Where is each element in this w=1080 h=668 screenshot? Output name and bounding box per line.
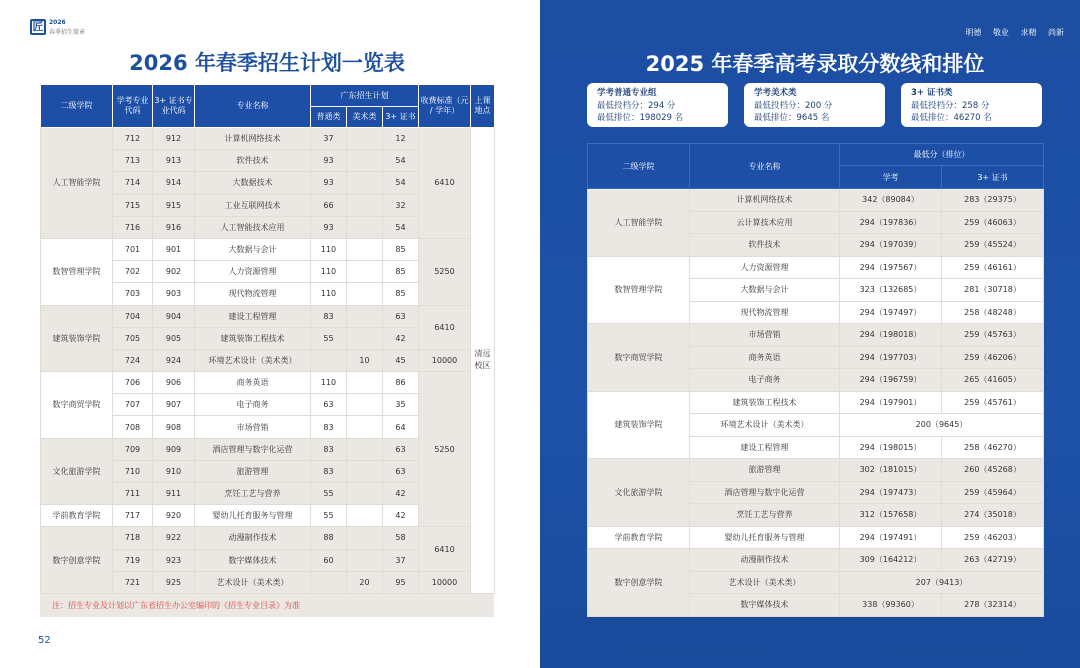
plan-normal-cell: 83	[311, 305, 347, 327]
cert-score-cell: 259（45761）	[942, 391, 1044, 414]
plan-cert-cell: 85	[383, 261, 419, 283]
col-plan-normal: 普通类	[311, 107, 347, 128]
xk-score-cell: 338（99360）	[840, 594, 942, 617]
college-cell: 文化旅游学院	[588, 459, 690, 527]
cert-score-cell: 259（46206）	[942, 346, 1044, 369]
xk-score-cell: 323（132685）	[840, 279, 942, 302]
major-cell: 现代物流管理	[690, 301, 840, 324]
major-cell: 软件技术	[690, 234, 840, 257]
fee-cell: 5250	[419, 238, 471, 305]
plan-cert-cell: 54	[383, 172, 419, 194]
plan-cert-cell: 58	[383, 527, 419, 549]
motto-item: 敬业	[992, 28, 1009, 37]
table-row	[588, 256, 1044, 279]
motto-item: 明德	[965, 28, 982, 37]
plan-cert-cell: 45	[383, 349, 419, 371]
xk-code-cell: 707	[113, 394, 153, 416]
college-cell: 建筑装饰学院	[41, 305, 113, 372]
plan-art-cell	[347, 128, 383, 150]
col-major: 专业名称	[195, 85, 311, 128]
xk-code-cell: 721	[113, 571, 153, 593]
plan-cert-cell: 63	[383, 438, 419, 460]
cert-code-cell: 913	[153, 150, 195, 172]
cert-code-cell: 914	[153, 172, 195, 194]
fee-cell: 6410	[419, 128, 471, 239]
plan-art-cell	[347, 483, 383, 505]
xk-score-cell: 309（164212）	[840, 549, 942, 572]
plan-art-cell	[347, 327, 383, 349]
cert-score-cell: 259（46161）	[942, 256, 1044, 279]
fee-cell: 10000	[419, 349, 471, 371]
cert-score-cell: 258（46270）	[942, 436, 1044, 459]
plan-art-cell	[347, 549, 383, 571]
xk-code-cell: 717	[113, 505, 153, 527]
table-row	[588, 459, 1044, 482]
xk-code-cell: 710	[113, 460, 153, 482]
major-cell: 环境艺术设计（美术类）	[195, 349, 311, 371]
major-cell: 建设工程管理	[195, 305, 311, 327]
plan-normal-cell: 83	[311, 416, 347, 438]
plan-cert-cell: 63	[383, 460, 419, 482]
cert-code-cell: 908	[153, 416, 195, 438]
col-college: 二级学院	[588, 144, 690, 189]
col-xk-code: 学考专业代码	[113, 85, 153, 128]
plan-art-cell	[347, 216, 383, 238]
col-xk: 学考	[840, 166, 942, 189]
plan-normal-cell: 83	[311, 460, 347, 482]
plan-art-cell	[347, 416, 383, 438]
xk-score-cell: 294（197567）	[840, 256, 942, 279]
plan-cert-cell: 35	[383, 394, 419, 416]
xk-score-cell: 302（181015）	[840, 459, 942, 482]
table-row	[588, 549, 1044, 572]
college-cell: 建筑装饰学院	[588, 391, 690, 459]
plan-normal-cell: 83	[311, 438, 347, 460]
cert-score-cell: 265（41605）	[942, 369, 1044, 392]
col-min-score: 最低分（排位）	[840, 144, 1044, 166]
plan-art-cell	[347, 194, 383, 216]
merged-score-cell: 200（9645）	[840, 414, 1044, 437]
major-cell: 建设工程管理	[690, 436, 840, 459]
motto-item: 尚新	[1048, 28, 1064, 37]
plan-normal-cell: 55	[311, 483, 347, 505]
col-cert-code: 3+ 证书专业代码	[153, 85, 195, 128]
major-cell: 人力资源管理	[195, 261, 311, 283]
cert-score-cell: 281（30718）	[942, 279, 1044, 302]
summary-score: 最低投档分：294 分	[597, 100, 676, 111]
plan-cert-cell: 42	[383, 483, 419, 505]
cert-code-cell: 920	[153, 505, 195, 527]
college-cell: 数字创意学院	[41, 527, 113, 594]
plan-cert-cell: 95	[383, 571, 419, 593]
fee-cell: 5250	[419, 372, 471, 527]
plan-art-cell	[347, 150, 383, 172]
cert-score-cell: 258（48248）	[942, 301, 1044, 324]
summary-box	[744, 83, 885, 127]
major-cell: 旅游管理	[690, 459, 840, 482]
summary-rank: 最低排位：198029 名	[597, 113, 684, 123]
cert-code-cell: 901	[153, 238, 195, 260]
xk-score-cell: 294（197703）	[840, 346, 942, 369]
plan-art-cell	[347, 527, 383, 549]
major-cell: 大数据与会计	[195, 238, 311, 260]
cert-code-cell: 915	[153, 194, 195, 216]
major-cell: 酒店管理与数字化运营	[690, 481, 840, 504]
plan-cert-cell: 37	[383, 549, 419, 571]
cert-score-cell: 259（45964）	[942, 481, 1044, 504]
plan-art-cell	[347, 305, 383, 327]
major-cell: 计算机网络技术	[690, 189, 840, 212]
major-cell: 市场营销	[195, 416, 311, 438]
plan-art-cell	[347, 460, 383, 482]
major-cell: 现代物流管理	[195, 283, 311, 305]
major-cell: 数字媒体技术	[690, 594, 840, 617]
plan-cert-cell: 12	[383, 128, 419, 150]
plan-art-cell	[347, 505, 383, 527]
summary-box	[901, 83, 1042, 127]
footnote: 注：招生专业及计划以广东省招生办公室编印的《招生专业目录》为准	[40, 594, 494, 617]
major-cell: 工业互联网技术	[195, 194, 311, 216]
major-cell: 软件技术	[195, 150, 311, 172]
major-cell: 人工智能技术应用	[195, 216, 311, 238]
xk-code-cell: 702	[113, 261, 153, 283]
xk-code-cell: 718	[113, 527, 153, 549]
brand-subtitle: 春季招生简章	[49, 29, 86, 36]
major-cell: 计算机网络技术	[195, 128, 311, 150]
major-cell: 婴幼儿托育服务与管理	[690, 526, 840, 549]
xk-code-cell: 719	[113, 549, 153, 571]
summary-title: 学考美术类	[754, 88, 797, 98]
cert-score-cell: 283（29375）	[942, 189, 1044, 212]
plan-art-cell: 20	[347, 571, 383, 593]
xk-score-cell: 294（197497）	[840, 301, 942, 324]
plan-cert-cell: 42	[383, 505, 419, 527]
cert-code-cell: 909	[153, 438, 195, 460]
col-college: 二级学院	[41, 85, 113, 128]
cert-code-cell: 922	[153, 527, 195, 549]
enrollment-plan-table	[40, 84, 495, 594]
plan-normal-cell: 110	[311, 261, 347, 283]
cert-code-cell: 924	[153, 349, 195, 371]
cert-code-cell: 905	[153, 327, 195, 349]
plan-normal-cell	[311, 349, 347, 371]
cert-score-cell: 259（46203）	[942, 526, 1044, 549]
merged-score-cell: 207（9413）	[840, 571, 1044, 594]
xk-code-cell: 703	[113, 283, 153, 305]
cert-score-cell: 274（35018）	[942, 504, 1044, 527]
plan-normal-cell: 63	[311, 394, 347, 416]
col-plan-cert: 3+ 证书	[383, 107, 419, 128]
xk-code-cell: 713	[113, 150, 153, 172]
xk-code-cell: 715	[113, 194, 153, 216]
plan-normal-cell: 37	[311, 128, 347, 150]
xk-score-cell: 342（89084）	[840, 189, 942, 212]
plan-art-cell	[347, 172, 383, 194]
table-row	[41, 372, 495, 394]
plan-normal-cell: 110	[311, 238, 347, 260]
table-row	[588, 391, 1044, 414]
col-location: 上课地点	[471, 85, 495, 128]
cert-code-cell: 911	[153, 483, 195, 505]
school-logo-icon: 匠	[30, 19, 46, 35]
plan-art-cell	[347, 261, 383, 283]
xk-code-cell: 709	[113, 438, 153, 460]
cert-code-cell: 910	[153, 460, 195, 482]
xk-code-cell: 724	[113, 349, 153, 371]
college-cell: 人工智能学院	[41, 128, 113, 239]
cert-code-cell: 916	[153, 216, 195, 238]
cert-code-cell: 923	[153, 549, 195, 571]
plan-art-cell	[347, 394, 383, 416]
plan-normal-cell: 93	[311, 150, 347, 172]
major-cell: 云计算技术应用	[690, 211, 840, 234]
major-cell: 建筑装饰工程技术	[195, 327, 311, 349]
plan-cert-cell: 32	[383, 194, 419, 216]
plan-normal-cell: 55	[311, 505, 347, 527]
col-plan-art: 美术类	[347, 107, 383, 128]
xk-score-cell: 294（196759）	[840, 369, 942, 392]
major-cell: 大数据技术	[195, 172, 311, 194]
brand-year: 2026	[49, 19, 66, 26]
table-row	[588, 189, 1044, 212]
col-plan: 广东招生计划	[311, 85, 419, 107]
plan-cert-cell: 86	[383, 372, 419, 394]
college-cell: 数智管理学院	[41, 238, 113, 305]
xk-code-cell: 712	[113, 128, 153, 150]
xk-code-cell: 704	[113, 305, 153, 327]
xk-code-cell: 701	[113, 238, 153, 260]
major-cell: 动漫制作技术	[690, 549, 840, 572]
major-cell: 电子商务	[195, 394, 311, 416]
fee-cell: 10000	[419, 571, 471, 593]
xk-code-cell: 705	[113, 327, 153, 349]
major-cell: 大数据与会计	[690, 279, 840, 302]
major-cell: 艺术设计（美术类）	[195, 571, 311, 593]
major-cell: 旅游管理	[195, 460, 311, 482]
plan-normal-cell: 93	[311, 216, 347, 238]
fee-cell: 6410	[419, 527, 471, 571]
admission-scores-table	[587, 143, 1044, 617]
col-fee: 收费标准（元 / 学年）	[419, 85, 471, 128]
page-title: 2026 年春季招生计划一览表	[129, 51, 405, 75]
table-row	[588, 324, 1044, 347]
plan-art-cell	[347, 238, 383, 260]
xk-score-cell: 294（197039）	[840, 234, 942, 257]
summary-rank: 最低排位：46270 名	[911, 113, 992, 123]
fee-cell: 6410	[419, 305, 471, 349]
plan-cert-cell: 63	[383, 305, 419, 327]
plan-normal-cell: 110	[311, 372, 347, 394]
cert-code-cell: 925	[153, 571, 195, 593]
major-cell: 酒店管理与数字化运营	[195, 438, 311, 460]
college-cell: 人工智能学院	[588, 189, 690, 257]
xk-score-cell: 294（198015）	[840, 436, 942, 459]
table-row	[41, 305, 495, 327]
plan-normal-cell: 55	[311, 327, 347, 349]
xk-score-cell: 294（197836）	[840, 211, 942, 234]
table-row	[41, 128, 495, 150]
major-cell: 人力资源管理	[690, 256, 840, 279]
major-cell: 数字媒体技术	[195, 549, 311, 571]
plan-normal-cell: 110	[311, 283, 347, 305]
col-major: 专业名称	[690, 144, 840, 189]
xk-code-cell: 711	[113, 483, 153, 505]
college-cell: 数字创意学院	[588, 549, 690, 617]
major-cell: 商务英语	[195, 372, 311, 394]
xk-code-cell: 706	[113, 372, 153, 394]
cert-score-cell: 263（42719）	[942, 549, 1044, 572]
plan-normal-cell	[311, 571, 347, 593]
cert-code-cell: 907	[153, 394, 195, 416]
plan-cert-cell: 64	[383, 416, 419, 438]
major-cell: 烹饪工艺与营养	[195, 483, 311, 505]
plan-art-cell	[347, 372, 383, 394]
plan-art-cell	[347, 283, 383, 305]
cert-score-cell: 260（45268）	[942, 459, 1044, 482]
xk-code-cell: 708	[113, 416, 153, 438]
scores-title: 2025 年春季高考录取分数线和排位	[645, 52, 985, 76]
college-cell: 学前教育学院	[588, 526, 690, 549]
major-cell: 建筑装饰工程技术	[690, 391, 840, 414]
cert-score-cell: 259（45763）	[942, 324, 1044, 347]
plan-normal-cell: 93	[311, 172, 347, 194]
page-number: 52	[38, 635, 51, 646]
plan-cert-cell: 42	[383, 327, 419, 349]
major-cell: 烹饪工艺与营养	[690, 504, 840, 527]
college-cell: 学前教育学院	[41, 505, 113, 527]
col-cert: 3+ 证书	[942, 166, 1044, 189]
xk-score-cell: 294（197491）	[840, 526, 942, 549]
major-cell: 动漫制作技术	[195, 527, 311, 549]
summary-score: 最低投档分：258 分	[911, 100, 990, 111]
table-row	[41, 527, 495, 549]
motto-nav	[956, 27, 1064, 38]
cert-code-cell: 904	[153, 305, 195, 327]
xk-code-cell: 716	[113, 216, 153, 238]
plan-normal-cell: 66	[311, 194, 347, 216]
college-cell: 数字商贸学院	[41, 372, 113, 439]
plan-cert-cell: 85	[383, 283, 419, 305]
major-cell: 艺术设计（美术类）	[690, 571, 840, 594]
cert-code-cell: 902	[153, 261, 195, 283]
plan-cert-cell: 54	[383, 216, 419, 238]
table-row	[588, 526, 1044, 549]
xk-code-cell: 714	[113, 172, 153, 194]
summary-title: 学考普通专业组	[597, 88, 657, 98]
plan-art-cell	[347, 438, 383, 460]
cert-code-cell: 906	[153, 372, 195, 394]
college-cell: 文化旅游学院	[41, 438, 113, 505]
motto-item: 求精	[1020, 28, 1037, 37]
summary-score: 最低投档分：200 分	[754, 100, 833, 111]
plan-cert-cell: 54	[383, 150, 419, 172]
xk-score-cell: 312（157658）	[840, 504, 942, 527]
major-cell: 电子商务	[690, 369, 840, 392]
major-cell: 婴幼儿托育服务与管理	[195, 505, 311, 527]
cert-score-cell: 259（46063）	[942, 211, 1044, 234]
cert-score-cell: 278（32314）	[942, 594, 1044, 617]
plan-normal-cell: 60	[311, 549, 347, 571]
cert-score-cell: 259（45524）	[942, 234, 1044, 257]
table-row	[41, 238, 495, 260]
summary-rank: 最低排位：9645 名	[754, 113, 830, 123]
major-cell: 环境艺术设计（美术类）	[690, 414, 840, 437]
xk-score-cell: 294（198018）	[840, 324, 942, 347]
college-cell: 数智管理学院	[588, 256, 690, 324]
major-cell: 市场营销	[690, 324, 840, 347]
major-cell: 商务英语	[690, 346, 840, 369]
summary-title: 3+ 证书类	[911, 88, 953, 98]
xk-score-cell: 294（197901）	[840, 391, 942, 414]
location-cell: 清远校区	[471, 128, 495, 594]
college-cell: 数字商贸学院	[588, 324, 690, 392]
plan-cert-cell: 85	[383, 238, 419, 260]
plan-art-cell: 10	[347, 349, 383, 371]
cert-code-cell: 912	[153, 128, 195, 150]
xk-score-cell: 294（197473）	[840, 481, 942, 504]
summary-box	[587, 83, 728, 127]
cert-code-cell: 903	[153, 283, 195, 305]
plan-normal-cell: 88	[311, 527, 347, 549]
